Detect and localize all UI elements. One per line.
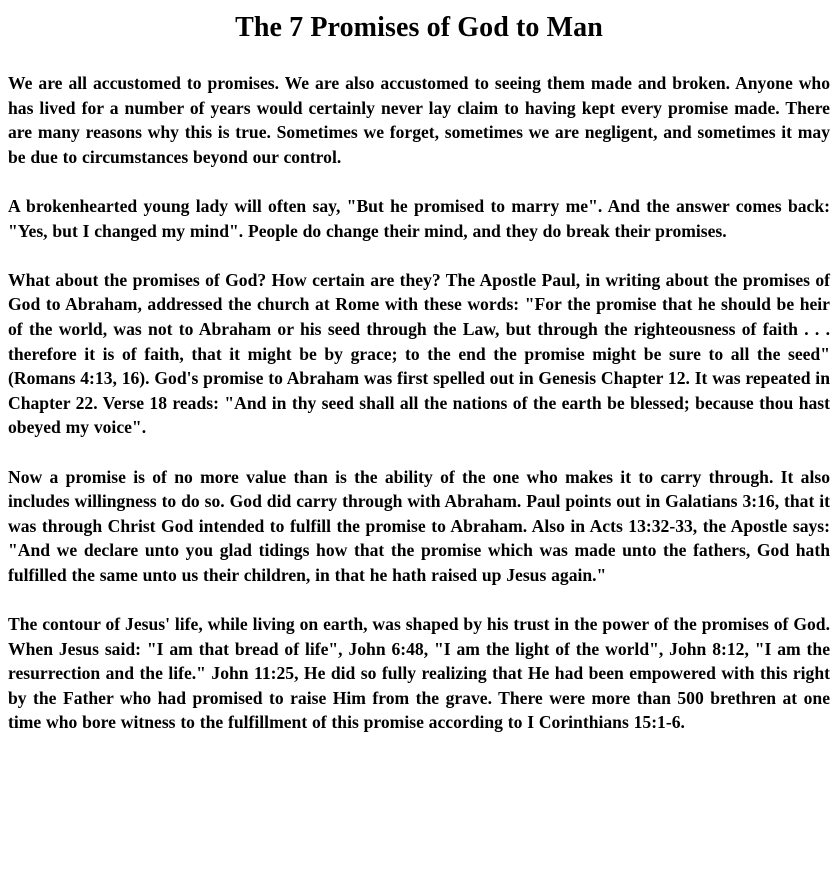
document-page	[8, 8, 830, 735]
paragraph-broken-promise: A brokenhearted young lady will often say, "But he promised to marry me". And the answer comes back: "Yes, but I changed my mind". People do change their mind, and they do break their promises.	[8, 195, 830, 241]
page-title: The 7 Promises of God to Man	[235, 12, 603, 43]
paragraph-value-of-promise: Now a promise is of no more value than is the ability of the one who makes it to carry through. It also includes willingness to do so. God did carry through with Abraham. Paul points out in Galatians 3:16, that it was through Christ God intended to fulfill the promise to Abraham. Also in Acts 13:32-33, the Apostle says: "And we declare unto you glad tidings how that the promise which was made unto the fathers, God hath fulfilled the same unto us their children, in that he hath raised up Jesus again."	[8, 466, 830, 585]
paragraph-life-of-jesus: The contour of Jesus' life, while living on earth, was shaped by his trust in the power of the promises of God. When Jesus said: "I am that bread of life", John 6:48, "I am the light of the world", John 8:12, "I am the resurrection and the life." John 11:25, He did so fully realizing that He had been empowered with this right by the Father who had promised to raise Him from the grave. There were more than 500 brethren at one time who bore witness to the fulfillment of this promise according to I Corinthians 15:1-6.	[8, 614, 830, 733]
paragraph-promises-intro: We are all accustomed to promises. We are also accustomed to seeing them made and broken. Anyone who has lived for a number of years would certainly never lay claim to having kept every promise made. There are many reasons why this is true. Sometimes we forget, sometimes we are negligent, and sometimes it may be due to circumstances beyond our control.	[8, 73, 830, 167]
paragraph-promises-of-god: What about the promises of God? How certain are they? The Apostle Paul, in writing about the promises of God to Abraham, addressed the church at Rome with these words: "For the promise that he should be heir of the world, was not to Abraham or his seed through the Law, but through the righteousness of faith . . . therefore it is of faith, that it might be by grace; to the end the promise might be sure to all the seed" (Romans 4:13, 16). God's promise to Abraham was first spelled out in Genesis Chapter 12. It was repeated in Chapter 22. Verse 18 reads: "And in thy seed shall all the nations of the earth be blessed; because thou hast obeyed my voice".	[8, 269, 830, 438]
